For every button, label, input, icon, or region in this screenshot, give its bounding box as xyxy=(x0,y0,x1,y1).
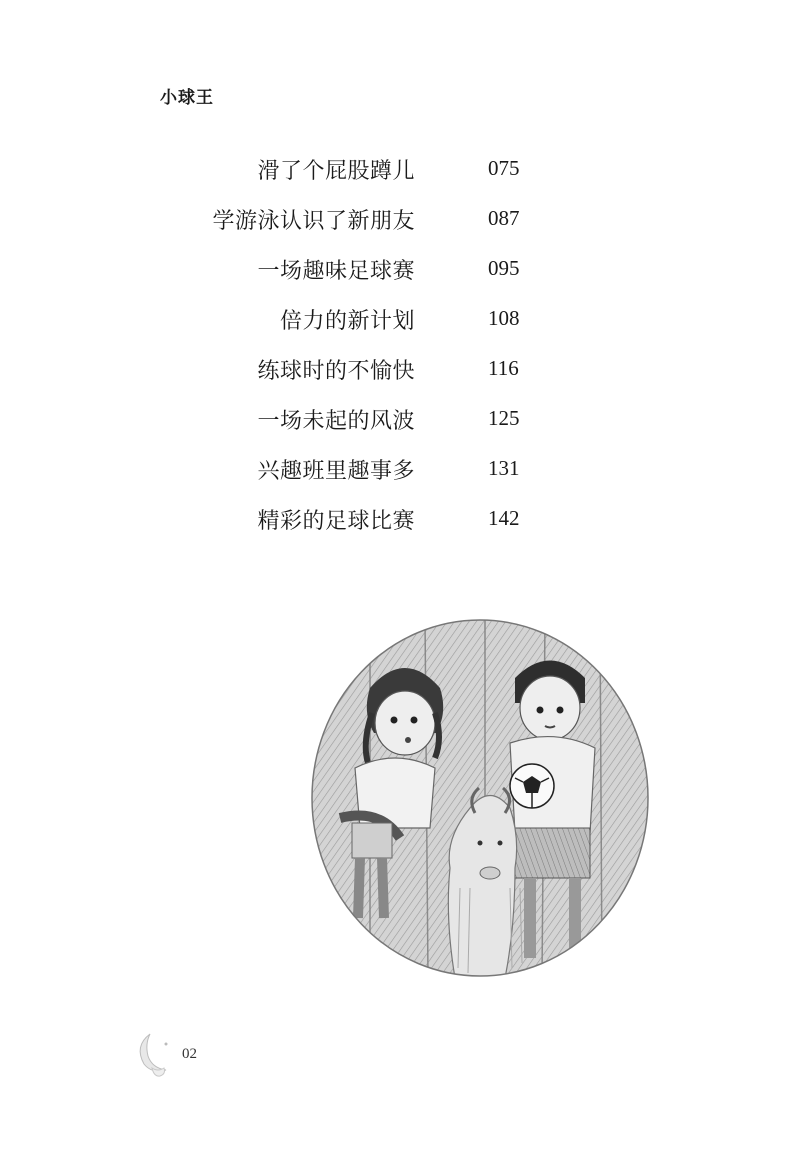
toc-entry-page: 142 xyxy=(488,506,520,530)
toc-entry-title: 兴趣班里趣事多 xyxy=(257,459,415,484)
toc-entry[interactable] xyxy=(0,150,790,190)
toc-entry-page: 125 xyxy=(488,406,520,430)
toc-entry[interactable] xyxy=(0,350,790,390)
toc-entry-title: 精彩的足球比赛 xyxy=(257,509,415,534)
page-number: 02 xyxy=(182,1046,197,1062)
book-title: 小球王 xyxy=(160,88,214,108)
toc-entry[interactable] xyxy=(0,400,790,440)
toc-entry-page: 131 xyxy=(488,456,520,480)
toc-entry-title: 一场未起的风波 xyxy=(257,409,415,434)
toc-entry-page: 075 xyxy=(488,156,520,180)
toc-entry[interactable] xyxy=(0,300,790,340)
illustration-children-with-goat xyxy=(310,618,650,978)
toc-entry-page: 116 xyxy=(488,356,519,380)
toc-entry-title: 练球时的不愉快 xyxy=(257,359,415,384)
toc-entry-title: 滑了个屁股蹲儿 xyxy=(257,159,415,184)
moon-icon xyxy=(130,1030,178,1078)
toc-entry-page: 108 xyxy=(488,306,520,330)
toc-entry-page: 087 xyxy=(488,206,520,230)
toc-entry[interactable] xyxy=(0,450,790,490)
toc-entry-title: 一场趣味足球赛 xyxy=(257,259,415,284)
toc-entry-page: 095 xyxy=(488,256,520,280)
toc-entry-title: 学游泳认识了新朋友 xyxy=(212,209,415,234)
toc-entry-title: 倍力的新计划 xyxy=(279,309,415,334)
toc-entry[interactable] xyxy=(0,200,790,240)
toc-entry[interactable] xyxy=(0,500,790,540)
toc-entry[interactable] xyxy=(0,250,790,290)
